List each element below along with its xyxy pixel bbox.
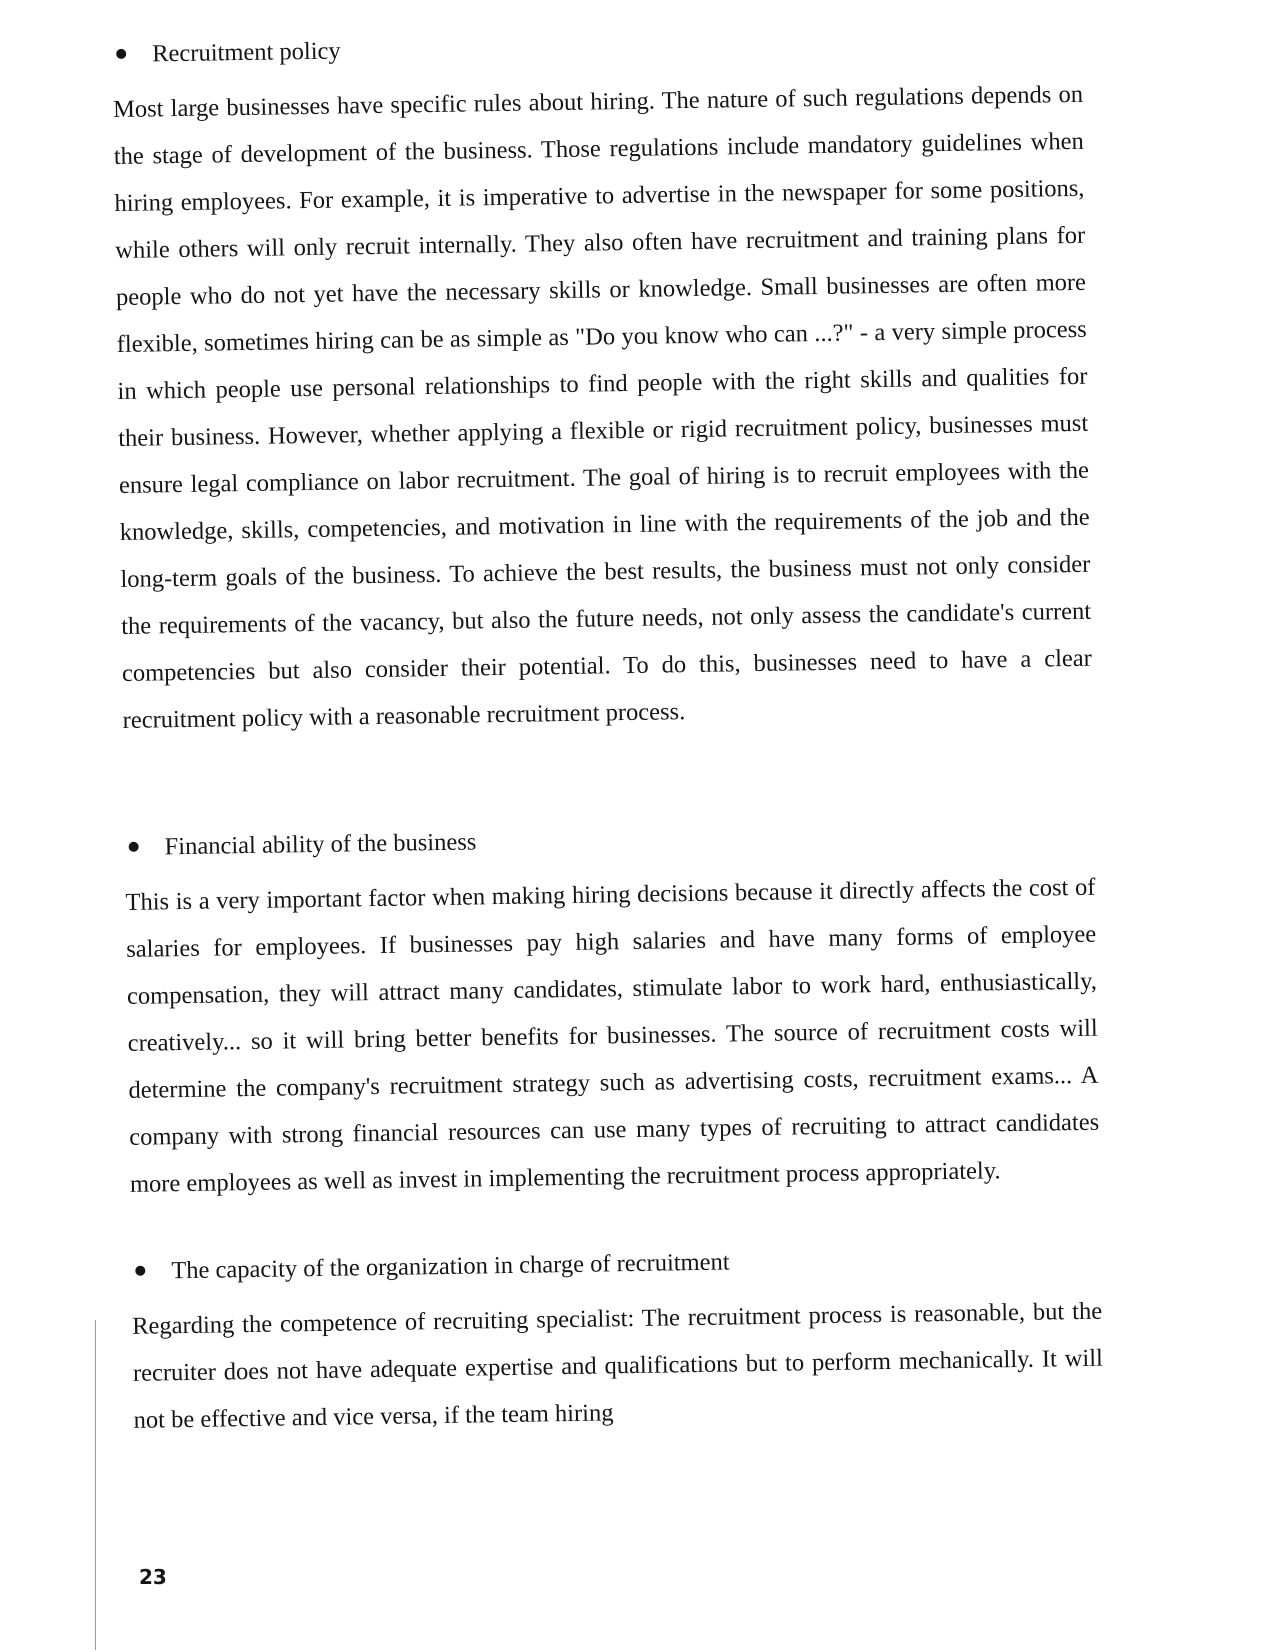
section-heading	[112, 25, 1082, 70]
page-number: 23	[139, 1565, 167, 1589]
section-paragraph: Regarding the competence of recruiting specialist: The recruitment process is reasonable, but the recruiter does not have adequate expertise and qualifications but to perform mechanically. It will not be effective and vice versa, if the team hiring	[131, 1297, 1104, 1434]
section-organization-capacity	[131, 1242, 1104, 1444]
bullet-icon	[135, 1266, 145, 1276]
section-heading	[131, 1242, 1101, 1287]
heading-text: Recruitment policy	[152, 37, 341, 68]
heading-text: Financial ability of the business	[164, 828, 477, 861]
section-paragraph: This is a very important factor when making hiring decisions because it directly affects the cost of salaries for employees. If businesses pay high salaries and have many forms of employee compensation, they will attract many candidates, stimulate labor to work hard, enthusiastically, creatively... so it will bring better benefits for businesses. The source of recruitment costs will determine the company's recruitment strategy such as advertising costs, recruitment exams... A company with strong financial resources can use many types of recruiting to attract candidates more employees as well as invest in implementing the recruitment process appropriately.	[125, 873, 1100, 1198]
section-heading	[124, 818, 1094, 863]
heading-text: The capacity of the organization in charge of recruitment	[171, 1248, 730, 1285]
bullet-icon	[129, 842, 139, 852]
section-financial-ability	[124, 818, 1100, 1208]
section-paragraph: Most large businesses have specific rules about hiring. The nature of such regulations depends on the stage of development of the business. Those regulations include mandatory guidelines when hiring employees. For example, it is imperative to advertise in the newspaper for some positions, while others will only recruit internally. They also often have recruitment and training plans for people who do not yet have the necessary skills or knowledge. Small businesses are often more flexible, sometimes hiring can be as simple as "Do you know who can ...?" - a very simple process in which people use personal relationships to find people with the right skills and qualities for their business. However, whether applying a flexible or rigid recruitment policy, businesses must ensure legal compliance on labor recruitment. The goal of hiring is to recruit employees with the knowledge, skills, competencies, and motivation in line with the requirements of the job and the long-term goals of the business. To achieve the best results, the business must not only consider the requirements of the vacancy, but also the future needs, not only assess the candidate's current competencies but also consider their potential. To do this, businesses need to have a clear recruitment policy with a reasonable recruitment process.	[112, 80, 1093, 734]
section-recruitment-policy	[112, 25, 1093, 744]
bullet-icon	[116, 49, 126, 59]
scan-edge-line	[95, 1320, 96, 1650]
